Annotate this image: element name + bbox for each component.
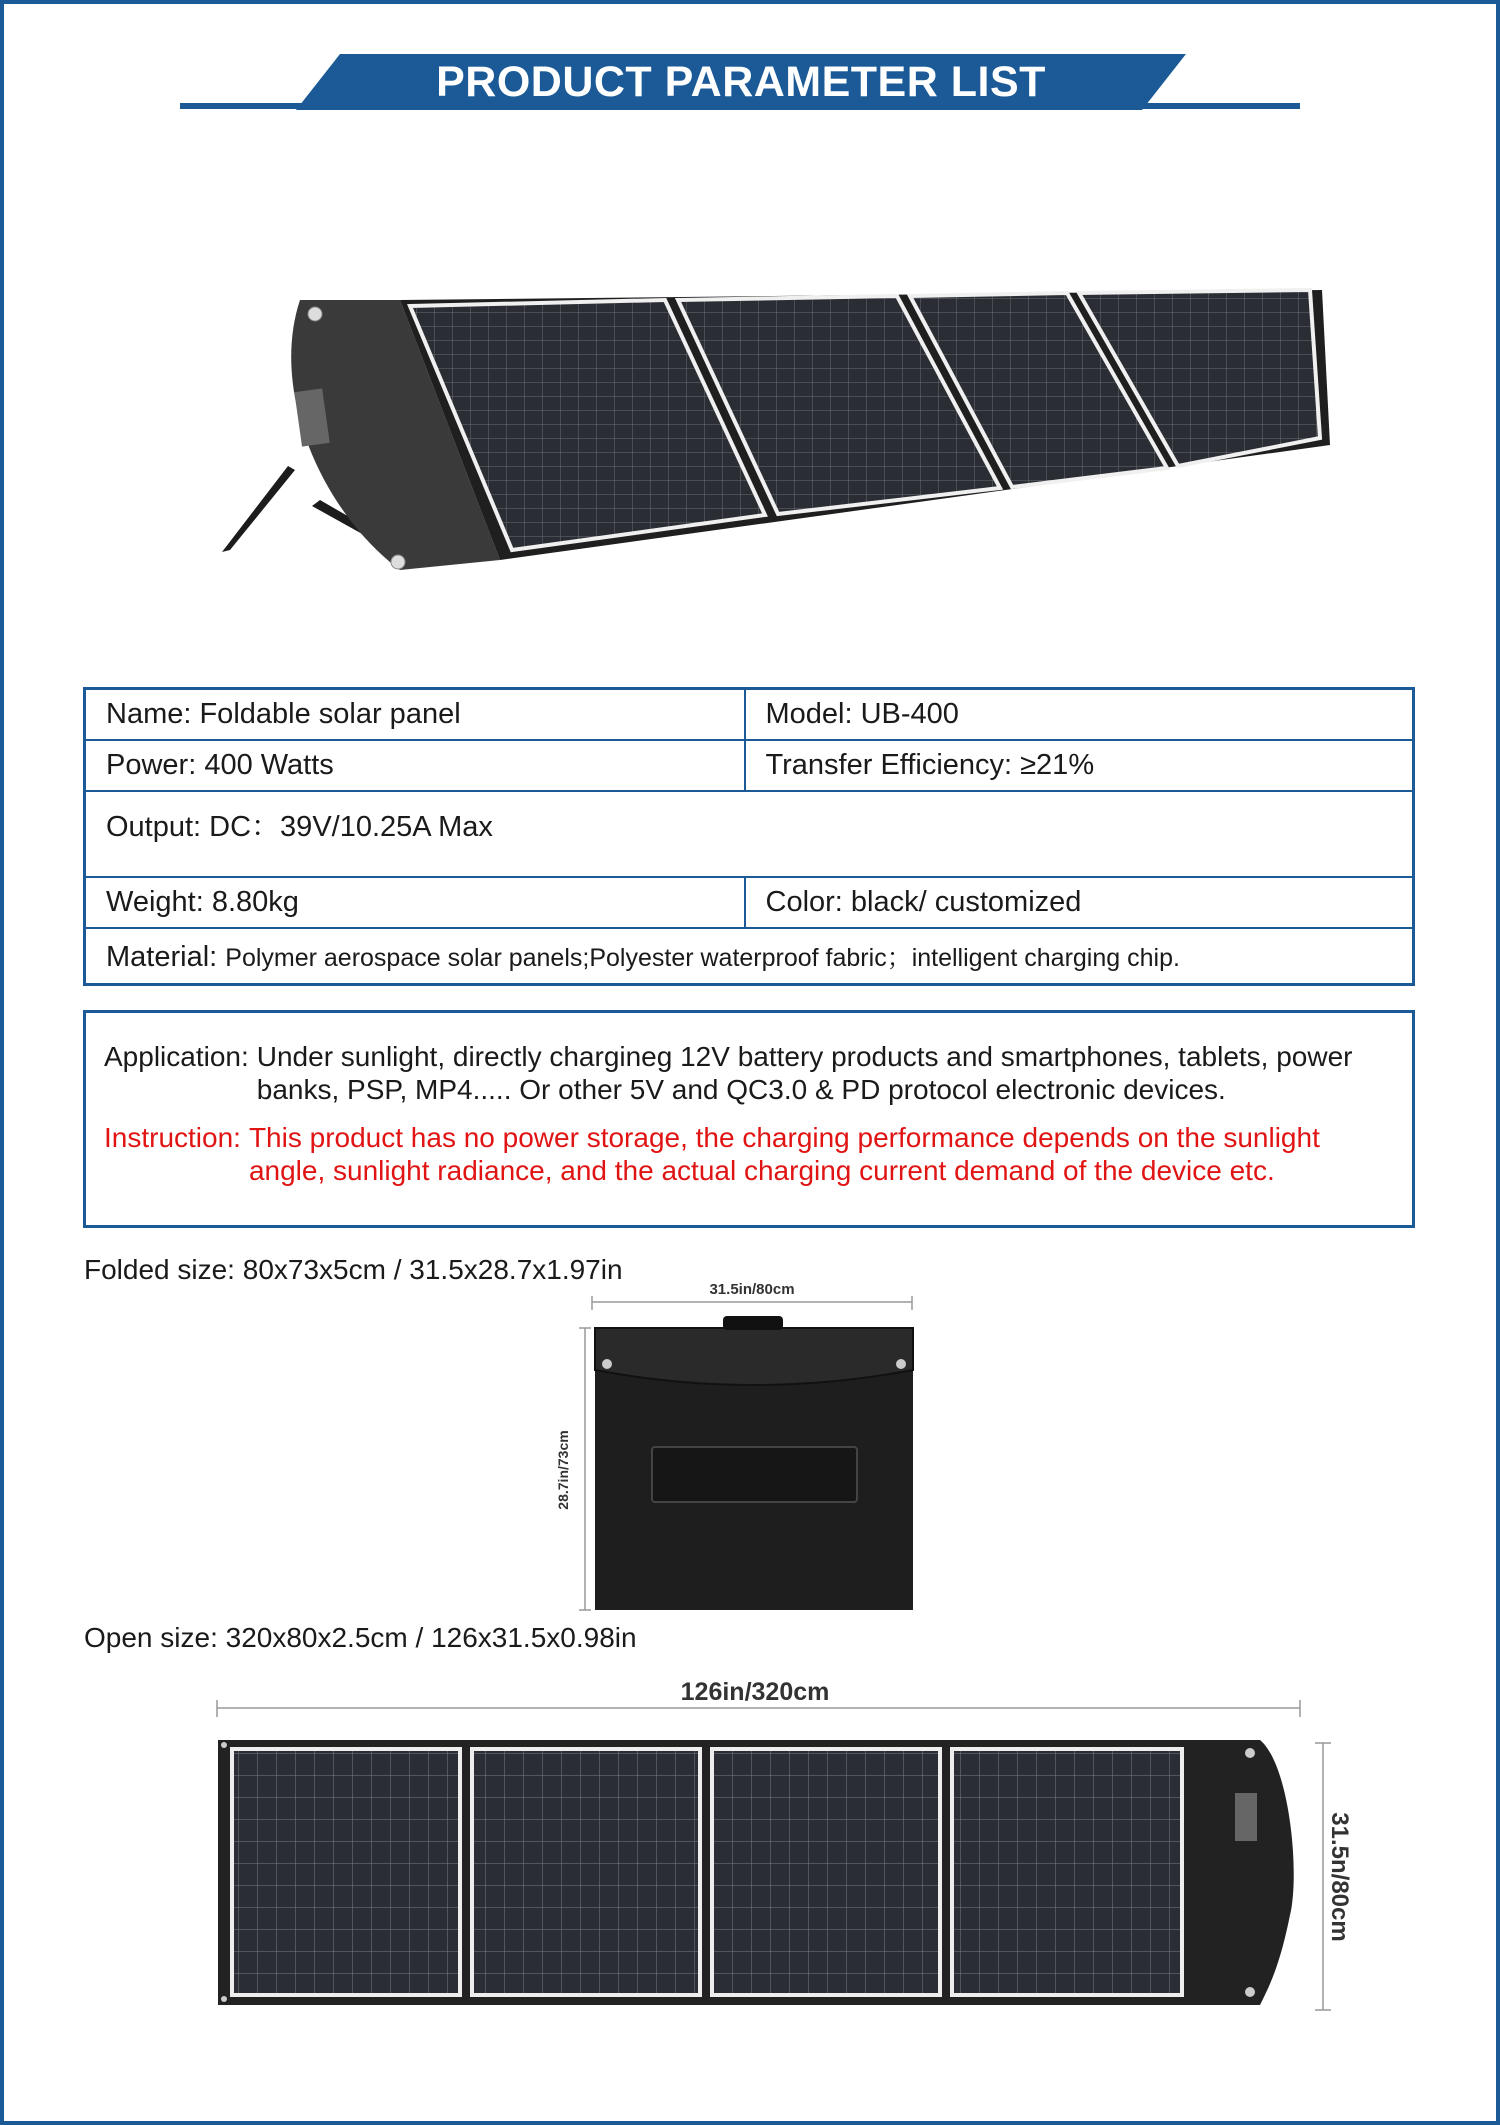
table-row <box>85 928 1414 985</box>
param-name: Name: Foldable solar panel <box>85 689 745 740</box>
page-title: PRODUCT PARAMETER LIST <box>436 58 1046 106</box>
open-panel-diagram <box>200 1665 1353 2025</box>
application-paragraph <box>104 1040 1397 1106</box>
open-size-caption: Open size: 320x80x2.5cm / 126x31.5x0.98in <box>84 1622 637 1653</box>
param-output: Output: DC：39V/10.25A Max <box>85 791 1414 877</box>
folded-size-caption: Folded size: 80x73x5cm / 31.5x28.7x1.97in <box>84 1254 623 1285</box>
param-material <box>85 928 1414 985</box>
open-height-label: 31.5n/80cm <box>1326 1812 1353 1942</box>
parameter-table <box>83 687 1415 986</box>
bag-flap <box>595 1328 913 1385</box>
bag-strap <box>652 1447 857 1502</box>
solar-panel <box>410 290 1320 550</box>
table-row <box>85 740 1414 791</box>
param-efficiency: Transfer Efficiency: ≥21% <box>745 740 1414 791</box>
application-text: Under sunlight, directly chargineg 12V battery products and smartphones, tablets, power banks, PSP, MP4..... Or other 5V and QC3.0 & PD protocol electronic devices. <box>256 1041 1353 1105</box>
param-color: Color: black/ customized <box>745 877 1414 928</box>
kickstand <box>222 466 295 552</box>
material-label: Material: <box>106 940 218 973</box>
junction-box <box>1235 1793 1257 1841</box>
material-value: Polymer aerospace solar panels;Polyester waterproof fabric；intelligent charging chip. <box>225 943 1180 972</box>
param-power: Power: 400 Watts <box>85 740 745 791</box>
product-photo <box>200 270 1350 590</box>
param-model: Model: UB-400 <box>745 689 1414 740</box>
param-weight: Weight: 8.80kg <box>85 877 745 928</box>
table-row <box>85 877 1414 928</box>
table-row <box>85 689 1414 740</box>
instruction-paragraph <box>104 1121 1397 1187</box>
application-label: Application: <box>104 1041 249 1072</box>
bag-handle <box>723 1316 783 1330</box>
folded-width-label: 31.5in/80cm <box>709 1281 795 1298</box>
instruction-label: Instruction: <box>104 1122 241 1153</box>
folded-bag-diagram <box>545 1280 925 1620</box>
table-row <box>85 791 1414 877</box>
open-width-label: 126in/320cm <box>680 1678 830 1706</box>
application-box <box>83 1010 1415 1228</box>
instruction-text: This product has no power storage, the charging performance depends on the sunlight angle, sunlight radiance, and the actual charging current demand of the device etc. <box>248 1122 1320 1186</box>
folded-height-label: 28.7in/73cm <box>555 1430 571 1510</box>
